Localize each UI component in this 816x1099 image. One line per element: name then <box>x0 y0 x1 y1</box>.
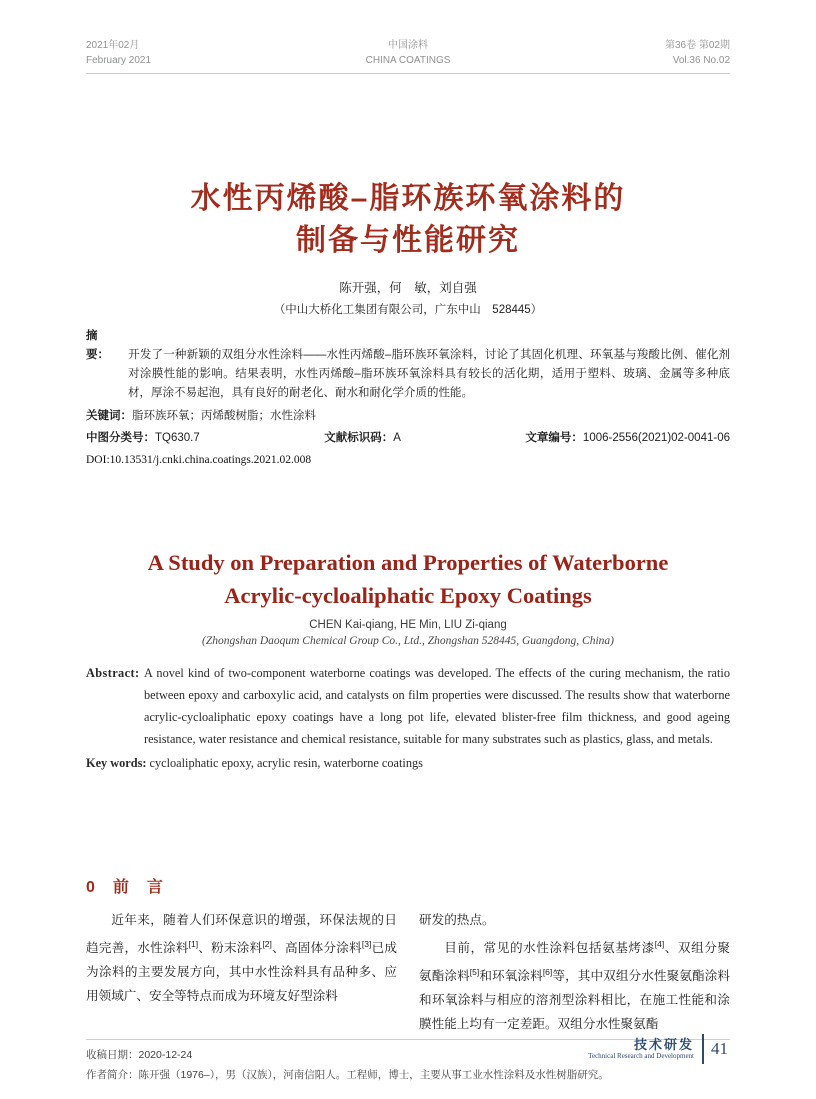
article-title-zh-line2: 制备与性能研究 <box>296 224 520 257</box>
header-journal-en: CHINA COATINGS <box>365 55 451 66</box>
footer-section-zh: 技术研发 <box>633 1037 694 1052</box>
authors-zh: 陈开强，何 敏，刘自强 <box>339 281 477 295</box>
author-bio-value: 陈开强（1976–），男（汉族），河南信阳人。工程师，博士，主要从事工业水性涂料及水性树脂研究。 <box>138 1069 609 1082</box>
article-title-zh-line1: 水性丙烯酸–脂环族环氧涂料的 <box>190 182 626 215</box>
header-journal-name <box>366 38 451 68</box>
article-title-zh <box>86 178 730 262</box>
received-date-value: 2020-12-24 <box>138 1049 193 1062</box>
article-title-en-line2: Acrylic-cycloaliphatic Epoxy Coatings <box>224 583 592 608</box>
header-date-en: February 2021 <box>86 55 152 66</box>
keywords-en-text: cycloaliphatic epoxy, acrylic resin, waterborne coatings <box>149 756 423 770</box>
affiliation-en: (Zhongshan Daoqum Chemical Group Co., Ltd., Zhongshan 528445, Guangdong, China) <box>202 635 614 647</box>
abstract-zh-label: 摘 要： <box>86 330 109 361</box>
keywords-en <box>86 752 730 774</box>
keywords-zh <box>86 407 730 423</box>
authors-en: CHEN Kai-qiang, HE Min, LIU Zi-qiang <box>309 619 507 631</box>
body-columns <box>86 908 730 1036</box>
footer-section-name <box>588 1037 694 1061</box>
received-date-label: 收稿日期： <box>86 1049 139 1062</box>
abstract-zh <box>86 327 730 403</box>
section-heading-introduction: 0 前 言 <box>86 879 164 896</box>
abstract-zh-text: 开发了一种新颖的双组分水性涂料——水性丙烯酸–脂环族环氧涂料，讨论了其固化机理、环氧基与羧酸比例、催化剂对涂膜性能的影响。结果表明，水性丙烯酸–脂环族环氧涂料具有较长的活化期，适用于塑料、玻璃、金属等多种底材，厚涂不易起泡，具有良好的耐老化、耐水和耐化学介质的性能。 <box>128 349 730 399</box>
body-column-left <box>86 908 397 1036</box>
document-code-value: A <box>393 432 401 444</box>
document-code <box>324 429 401 445</box>
abstract-en-text: A novel kind of two-component waterborne coatings was developed. The effects of the curing mechanism, the ratio between epoxy and carboxylic acid, and catalysts on film properties were discussed. The results show that waterborne acrylic-cycloaliphatic epoxy coatings have a long pot life, elevated blister-free film thickness, and good ageing resistance, water resistance and chemical resistance, suitable for many substrates such as plastics, glass, and metals. <box>144 666 730 746</box>
affiliation-zh: （中山大桥化工集团有限公司，广东中山 528445） <box>273 304 543 316</box>
footer-divider-bar <box>702 1034 704 1064</box>
header-volume-zh: 第36卷 第02期 <box>664 40 730 51</box>
page-number: 41 <box>711 1039 728 1058</box>
keywords-zh-label: 关键词： <box>86 410 132 422</box>
body-paragraph: 目前，常见的水性涂料包括氨基烤漆[4]、双组分聚氨酯涂料[5]和环氧涂料[6]等，其中双组分水性聚氨酯涂料和环氧涂料与相应的溶剂型涂料相比，在施工性能和涂膜性能上均有一定差距。双组分水性聚氨酯 <box>419 939 731 1032</box>
clc-value: TQ630.7 <box>155 432 200 444</box>
article-title-en-line1: A Study on Preparation and Properties of Waterborne <box>147 550 669 575</box>
footer-section-tab <box>588 1034 728 1064</box>
abstract-en <box>86 662 730 750</box>
body-paragraph: 近年来，随着人们环保意识的增强，环保法规的日趋完善，水性涂料[1]、粉末涂料[2]、高固体分涂料[3]已成为涂料的主要发展方向，其中水性涂料具有品种多、应用领域广、安全等特点而成为环境友好型涂料 <box>86 913 398 1004</box>
header-issue-date <box>86 38 151 68</box>
clc-number <box>86 429 200 445</box>
header-divider <box>86 73 730 74</box>
article-id-label: 文章编号： <box>525 432 583 444</box>
author-bio <box>86 1065 730 1085</box>
document-code-label: 文献标识码： <box>324 432 394 444</box>
article-id-value: 1006-2556(2021)02-0041-06 <box>582 432 730 444</box>
abstract-en-label: Abstract: <box>86 666 140 680</box>
header-volume-issue <box>665 38 730 68</box>
body-paragraph: 研发的热点。 <box>419 913 495 927</box>
clc-label: 中图分类号： <box>86 432 155 444</box>
author-bio-label: 作者简介： <box>86 1069 139 1082</box>
classification-row <box>86 429 730 445</box>
keywords-en-label: Key words: <box>86 756 147 770</box>
header-volume-en: Vol.36 No.02 <box>672 55 730 66</box>
article-id <box>525 429 730 445</box>
article-title-en <box>86 546 730 612</box>
header-date-zh: 2021年02月 <box>86 40 140 51</box>
footer-section-en: Technical Research and Development <box>588 1052 694 1060</box>
body-column-right <box>419 908 730 1036</box>
running-head <box>86 0 730 68</box>
doi: DOI:10.13531/j.cnki.china.coatings.2021.02.008 <box>86 454 312 466</box>
header-journal-zh: 中国涂料 <box>388 40 428 51</box>
keywords-zh-text: 脂环族环氧；丙烯酸树脂；水性涂料 <box>132 410 316 422</box>
